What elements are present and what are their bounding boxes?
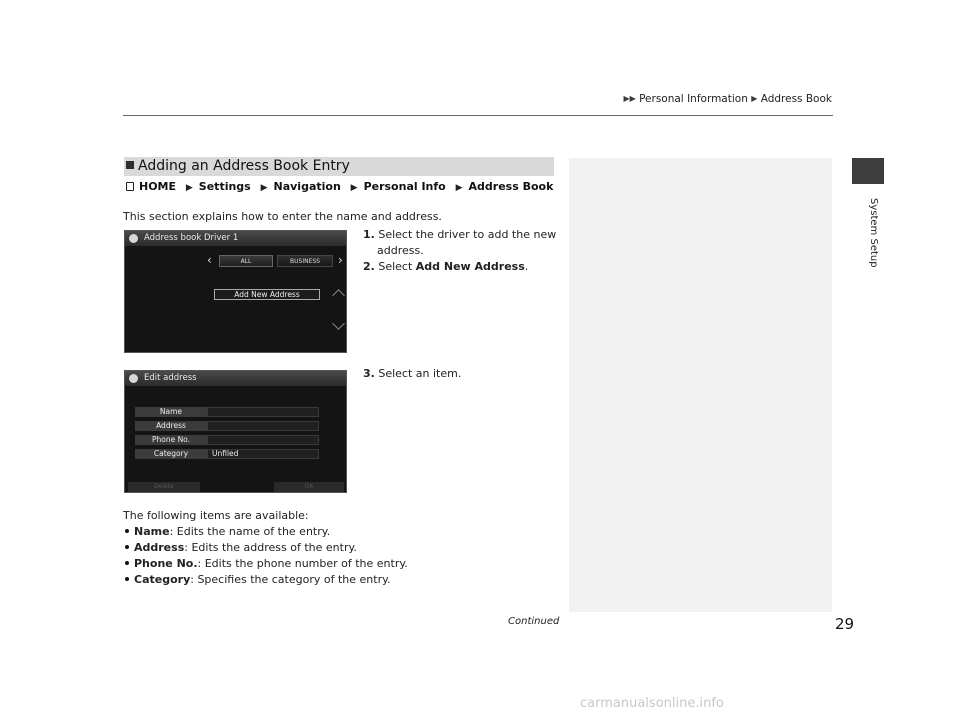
name-row[interactable]: Name [135,407,319,417]
step-2: 2. Select Add New Address. [363,260,529,273]
path-navigation: Navigation [273,180,341,193]
back-icon[interactable] [129,234,138,243]
home-icon [126,182,134,191]
bullet-icon [125,529,129,533]
section-title: Adding an Address Book Entry [126,157,350,176]
arrow-icon: ▶ [455,183,463,193]
path-address-book: Address Book [468,180,554,193]
tab-business[interactable]: BUSINESS [277,255,333,267]
header-rule [123,115,833,116]
breadcrumb [500,93,832,105]
list-item: Name: Edits the name of the entry. [123,524,408,540]
tab-all[interactable]: ALL [219,255,273,267]
arrow-icon: ▶ [185,183,193,193]
ok-button[interactable]: OK [274,482,344,492]
category-tabs [207,255,347,267]
menu-path [126,180,553,193]
page-number: 29 [835,615,855,633]
scroll-up-icon[interactable] [332,289,345,302]
list-item: Address: Edits the address of the entry. [123,540,408,556]
items-list [123,524,408,588]
list-item: Category: Specifies the category of the entry. [123,572,408,588]
add-new-address-button[interactable]: Add New Address [214,289,320,300]
chevron-left-icon[interactable]: ‹ [207,253,212,267]
screen-title: Address book Driver 1 [144,233,239,243]
continued-label: Continued [508,616,560,627]
list-item: Phone No.: Edits the phone number of the entry. [123,556,408,572]
address-row[interactable]: Address [135,421,319,431]
address-book-screen [124,230,347,353]
double-arrow-icon: ▶▶ [623,94,636,103]
back-icon[interactable] [129,374,138,383]
arrow-icon: ▶ [260,183,268,193]
screen-header [125,231,346,246]
screen-header [125,371,346,386]
bullet-icon [125,561,129,565]
bullet-icon [125,577,129,581]
path-personal-info: Personal Info [363,180,446,193]
items-heading: The following items are available: [123,509,309,522]
bullet-icon [125,545,129,549]
intro-text: This section explains how to enter the name and address. [123,210,442,223]
scroll-down-icon[interactable] [332,317,345,330]
chevron-right-icon[interactable]: › [338,253,343,267]
breadcrumb-personal-information[interactable]: Personal Information [639,93,748,105]
arrow-icon: ▶ [751,94,758,103]
chapter-label: System Setup [868,198,879,268]
chapter-tab [852,158,884,184]
section-square-icon [126,161,134,169]
path-home: HOME [139,180,177,193]
delete-button[interactable]: Delete [128,482,200,492]
step-1: 1. Select the driver to add the new address. [363,228,557,257]
path-settings: Settings [198,180,251,193]
notes-panel [569,158,832,612]
category-row[interactable]: Category Unfiled [135,449,319,459]
arrow-icon: ▶ [350,183,358,193]
breadcrumb-address-book[interactable]: Address Book [760,93,832,105]
step-3: 3. Select an item. [363,367,462,380]
phone-row[interactable]: Phone No. [135,435,319,445]
edit-address-screen [124,370,347,493]
watermark: carmanualsonline.info [580,696,724,711]
screen-title: Edit address [144,373,197,383]
